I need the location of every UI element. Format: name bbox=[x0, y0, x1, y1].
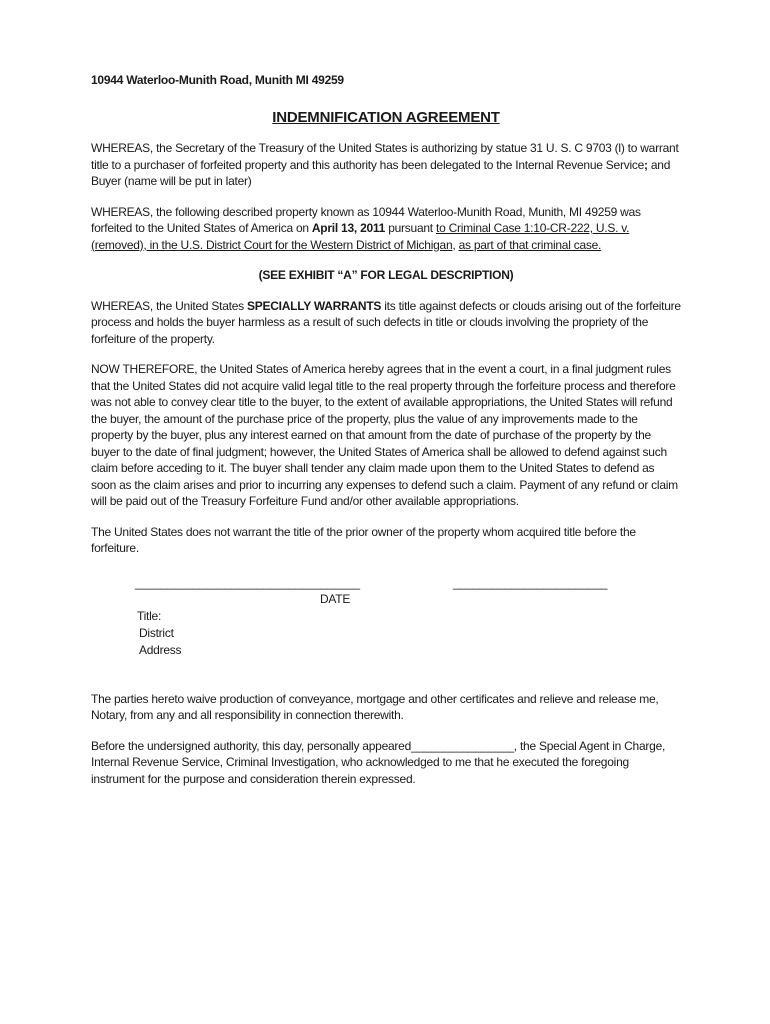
acknowledgment-paragraph: Before the undersigned authority, this day, personally appeared________________, the Special Agent in Charge, Internal Revenue Service, Criminal Investigation, who acknowledged to me that he executed the foregoing instrument for the purpose and consideration therein expressed. bbox=[91, 738, 666, 786]
document-title: INDEMNIFICATION AGREEMENT bbox=[272, 108, 500, 126]
now-therefore-paragraph: NOW THEREFORE, the United States of America hereby agrees that in the event a court, in a final judgment rules that the United States did not acquire valid legal title to the real property through the forfeiture process and therefore was not able to convey clear title to the buyer, to the extent of available appropriations, the United States will refund the buyer, the amount of the purchase price of the property, plus the value of any improvements made to the property by the buyer, plus any interest earned on that amount from the date of purchase of the property by the buyer to the date of final judgment; however, the United States of America shall be allowed to defend against such claim before acceding to it. The buyer shall tender any claim made upon them to the United States to defend as soon as the claim arises and prior to incurring any expenses to defend such a claim. Payment of any refund or claim will be paid out of the Treasury Forfeiture Fund and/or other available appropriations. bbox=[91, 362, 678, 508]
prior-owner-paragraph: The United States does not warrant the title of the prior owner of the property whom acquired title before the forfeiture. bbox=[91, 524, 636, 555]
signature-line: ___________________________________ bbox=[135, 575, 360, 590]
signer-district-label: District bbox=[139, 625, 174, 640]
document-body bbox=[91, 72, 681, 801]
whereas-1-text: WHEREAS, the Secretary of the Treasury of the United States is authorizing by statue 31 U. S. C 9703 (l) to warrant title to a purchaser of forfeited property and this authority has been delegated to the Internal Revenue Service bbox=[91, 141, 679, 172]
waiver-paragraph: The parties hereto waive production of conveyance, mortgage and other certificates and relieve and release me, Notary, from any and all responsibility in connection therewith. bbox=[91, 691, 659, 722]
signer-title-label: Title: bbox=[137, 608, 162, 623]
specially-warrants-text: SPECIALLY WARRANTS bbox=[246, 298, 382, 313]
exhibit-reference: (SEE EXHIBIT “A” FOR LEGAL DESCRIPTION) bbox=[258, 268, 514, 282]
whereas-paragraph-3 bbox=[91, 298, 681, 348]
forfeiture-date: April 13, 2011 bbox=[311, 221, 386, 235]
whereas-paragraph-1 bbox=[91, 140, 681, 190]
date-label: DATE bbox=[320, 591, 351, 606]
criminal-case-suffix: as part of that criminal case. bbox=[458, 237, 602, 252]
signature-block bbox=[91, 571, 681, 691]
whereas-1-end: and Buyer (name will be put in later) bbox=[91, 157, 671, 188]
whereas-2-text-c: , bbox=[452, 237, 459, 252]
criminal-case-reference: to Criminal Case 1:10-CR-222, U.S. v. (removed), in the U.S. District Court for the Western District of Michigan bbox=[91, 221, 630, 252]
whereas-2-text-b: pursuant bbox=[385, 221, 436, 235]
whereas-3-text-a: WHEREAS, the United States bbox=[91, 298, 247, 313]
whereas-paragraph-2 bbox=[91, 204, 681, 254]
whereas-3-text-b: its title against defects or clouds arising out of the forfeiture process and holds the buyer harmless as a result of such defects in title or clouds involving the propriety of the forfeiture of the property. bbox=[91, 298, 681, 346]
whereas-1-semicolon: ; bbox=[644, 157, 648, 172]
whereas-2-text-a: WHEREAS, the following described property known as 10944 Waterloo-Munith Road, Munith, MI 49259 was forfeited to the United States of America on bbox=[91, 204, 641, 235]
property-address: 10944 Waterloo-Munith Road, Munith MI 49259 bbox=[91, 73, 344, 87]
signer-address-label: Address bbox=[139, 642, 182, 657]
date-line: ________________________ bbox=[453, 575, 608, 590]
